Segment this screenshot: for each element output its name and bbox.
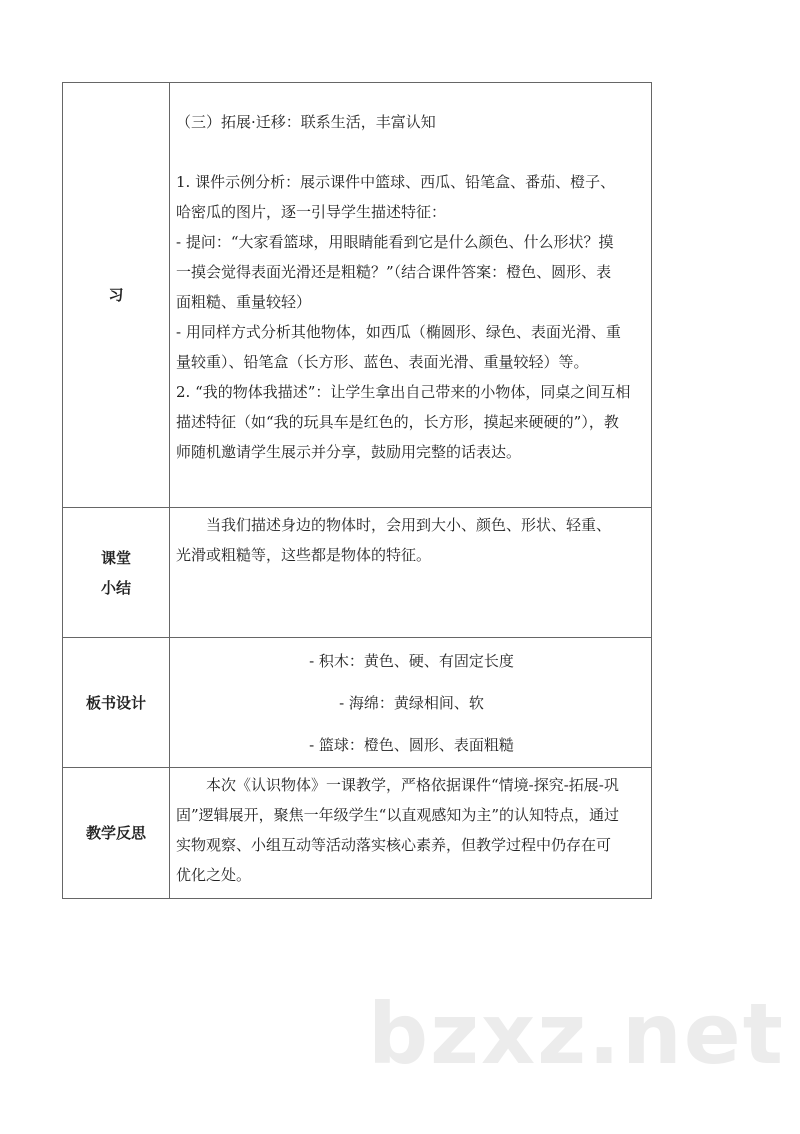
section-heading: （三）拓展·迁移：联系生活，丰富认知 bbox=[176, 113, 436, 131]
text-line: 光滑或粗糙等，这些都是物体的特征。 bbox=[176, 546, 432, 564]
text-line: 面粗糙、重量较轻） bbox=[176, 293, 312, 311]
row-board-design bbox=[63, 638, 652, 768]
text-line: 量较重）、铅笔盒（长方形、蓝色、表面光滑、重量较轻）等。 bbox=[176, 353, 589, 371]
row-label bbox=[63, 508, 170, 638]
summary-content bbox=[170, 508, 652, 638]
extension-content bbox=[170, 83, 652, 508]
label-line: 课堂 bbox=[100, 548, 131, 567]
text-line: 师随机邀请学生展示并分享，鼓励用完整的话表达。 bbox=[176, 443, 522, 461]
text-line: - 用同样方式分析其他物体，如西瓜（椭圆形、绿色、表面光滑、重 bbox=[176, 323, 621, 341]
row-extension bbox=[63, 83, 652, 508]
row-label: 板书设计 bbox=[63, 638, 170, 768]
text-line: 一摸会觉得表面光滑还是粗糙？”（结合课件答案：橙色、圆形、表 bbox=[176, 263, 612, 281]
board-item: - 积木：黄色、硬、有固定长度 bbox=[309, 651, 514, 670]
row-label: 教学反思 bbox=[63, 768, 170, 899]
text-line: 本次《认识物体》一课教学，严格依据课件“情境-探究-拓展-巩 bbox=[206, 776, 619, 794]
lesson-plan-table bbox=[62, 82, 652, 899]
board-item: - 篮球：橙色、圆形、表面粗糙 bbox=[309, 735, 514, 754]
board-design-content bbox=[170, 638, 652, 768]
blank-line bbox=[176, 137, 647, 167]
text-line: 描述特征（如“我的玩具车是红色的，长方形，摸起来硬硬的”），教 bbox=[176, 413, 619, 431]
text-line: 哈密瓜的图片，逐一引导学生描述特征： bbox=[176, 203, 447, 221]
text-line: 当我们描述身边的物体时，会用到大小、颜色、形状、轻重、 bbox=[206, 516, 612, 534]
text-line: 固”逻辑展开，聚焦一年级学生“以直观感知为主”的认知特点，通过 bbox=[176, 806, 620, 824]
text-line: 实物观察、小组互动等活动落实核心素养，但教学过程中仍存在可 bbox=[176, 836, 612, 854]
watermark: bzxz.net bbox=[368, 985, 785, 1083]
text-line: 2. “我的物体我描述”：让学生拿出自己带来的小物体，同桌之间互相 bbox=[176, 383, 631, 401]
row-reflection bbox=[63, 768, 652, 899]
text-line: - 提问：“大家看篮球，用眼睛能看到它是什么颜色、什么形状？摸 bbox=[176, 233, 614, 251]
row-label: 习 bbox=[63, 83, 170, 508]
label-line: 小结 bbox=[100, 578, 131, 597]
board-item: - 海绵：黄绿相间、软 bbox=[339, 693, 484, 712]
row-summary bbox=[63, 508, 652, 638]
reflection-content bbox=[170, 768, 652, 899]
text-line: 优化之处。 bbox=[176, 866, 252, 884]
text-line: 1. 课件示例分析：展示课件中篮球、西瓜、铅笔盒、番茄、橙子、 bbox=[176, 173, 616, 191]
